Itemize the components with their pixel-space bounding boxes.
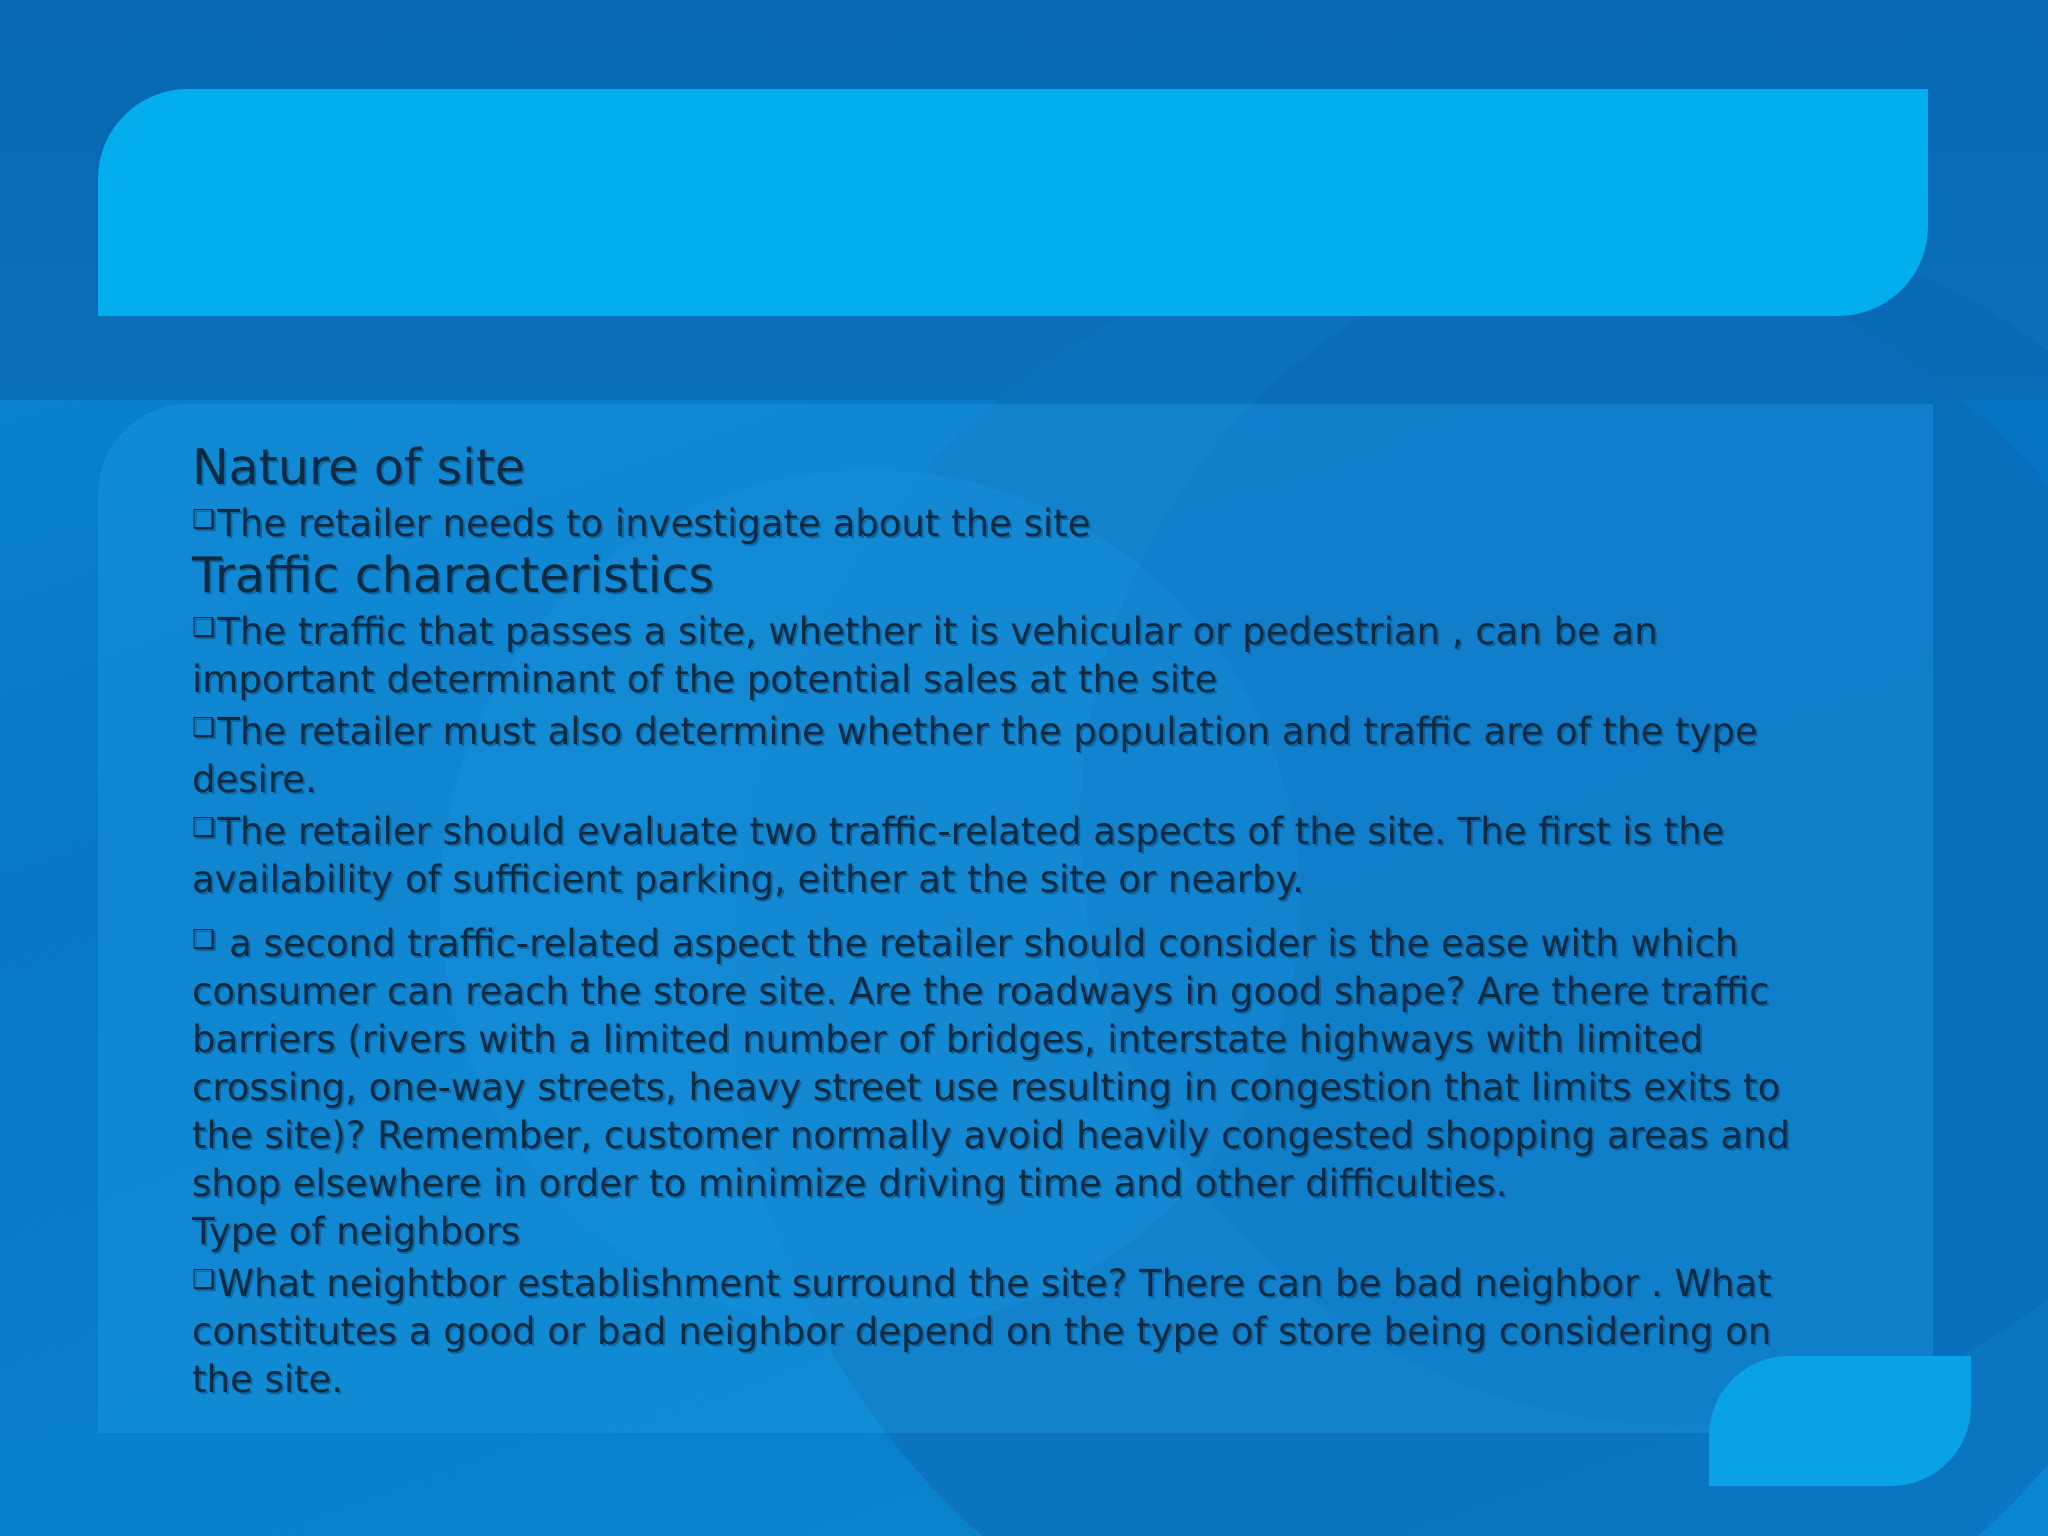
checkbox-bullet-icon: ❑: [192, 713, 216, 743]
slide-body: [192, 440, 1812, 1404]
bullet-text: The retailer should evaluate two traffic-related aspects of the site. The first is the availability of sufficient parking, either at the site or nearby.: [192, 810, 1725, 901]
bullet-point: [192, 804, 1812, 904]
bullet-text: The traffic that passes a site, whether it is vehicular or pedestrian , can be an important determinant of the potential sales at the site: [192, 610, 1658, 701]
bullet-point: [192, 1256, 1812, 1404]
checkbox-bullet-icon: ❑: [192, 813, 216, 843]
bullet-point: [192, 604, 1812, 704]
bullet-point: [192, 496, 1812, 548]
checkbox-bullet-icon: ❑: [192, 1265, 216, 1295]
bullet-point: [192, 916, 1812, 1208]
section-heading-traffic-characteristics: Traffic characteristics: [192, 547, 714, 604]
checkbox-bullet-icon: ❑: [192, 613, 216, 643]
section-heading-nature-of-site: Nature of site: [192, 439, 526, 496]
bullet-text: The retailer needs to investigate about the site: [217, 502, 1091, 545]
section-heading-type-of-neighbors: Type of neighbors: [192, 1210, 521, 1253]
bullet-text: The retailer must also determine whether the population and traffic are of the type desire.: [192, 710, 1758, 801]
title-banner: [98, 89, 1928, 316]
checkbox-bullet-icon: ❑: [192, 925, 216, 955]
bullet-point: [192, 704, 1812, 804]
bullet-text: What neightbor establishment surround the site? There can be bad neighbor . What constitutes a good or bad neighbor depend on the type of store being considering on the site.: [192, 1262, 1772, 1401]
checkbox-bullet-icon: ❑: [192, 505, 216, 535]
bullet-text: a second traffic-related aspect the retailer should consider is the ease with which consumer can reach the store site. Are the roadways in good shape? Are there traffic barriers (rivers with a limited number of bridges, interstate highways with limited crossing, one-way streets, heavy street use resulting in congestion that limits exits to the site)? Remember, customer normally avoid heavily congested shopping areas and shop elsewhere in order to minimize driving time and other difficulties.: [192, 922, 1791, 1205]
